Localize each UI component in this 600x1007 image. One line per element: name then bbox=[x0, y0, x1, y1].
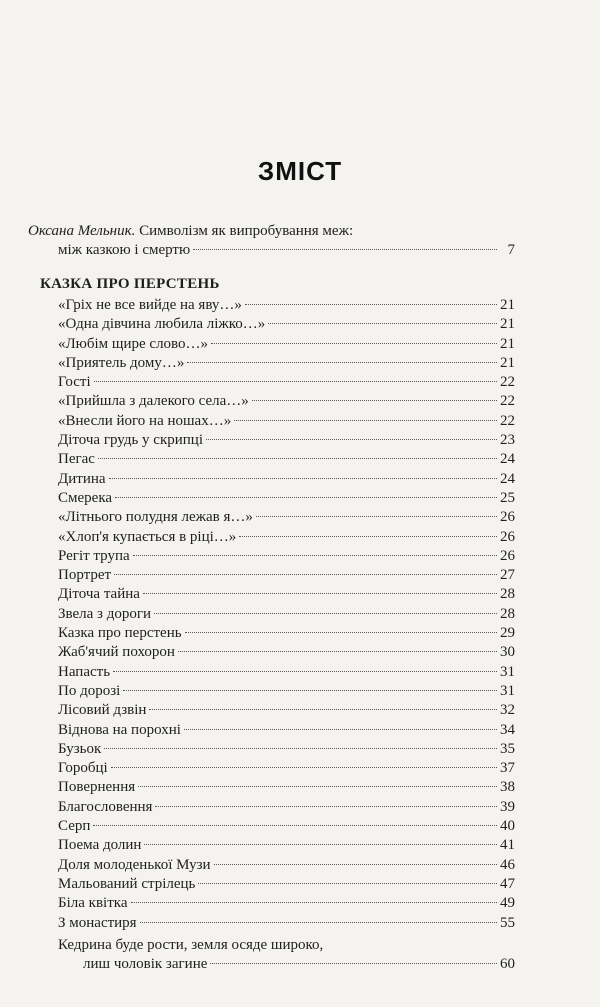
toc-entry-title: Портрет bbox=[58, 567, 112, 584]
leader-dots bbox=[178, 651, 497, 652]
toc-page-number: 41 bbox=[500, 837, 515, 854]
toc-entry-title: По дорозі bbox=[58, 682, 121, 699]
leader-dots bbox=[133, 555, 497, 556]
toc-entry[interactable] bbox=[58, 856, 515, 875]
toc-entry-title: Смерека bbox=[58, 489, 113, 506]
toc-page-number: 32 bbox=[500, 702, 515, 719]
toc-entry-title: Звела з дороги bbox=[58, 605, 152, 622]
leader-dots bbox=[185, 632, 497, 633]
toc-page-number: 46 bbox=[500, 856, 515, 873]
toc-page-number: 26 bbox=[500, 509, 515, 526]
toc-page-number: 21 bbox=[500, 316, 515, 333]
leader-dots bbox=[140, 922, 497, 923]
toc-entry-title: «Прийшла з далекого села…» bbox=[58, 393, 249, 410]
toc-entry-title: «Одна дівчина любила ліжко…» bbox=[58, 316, 266, 333]
toc-entry[interactable] bbox=[58, 373, 515, 392]
leader-dots bbox=[239, 536, 497, 537]
toc-page-number: 55 bbox=[500, 914, 515, 931]
toc-entry-title: «Приятель дому…» bbox=[58, 354, 185, 371]
toc-entry-title: Поема долин bbox=[58, 837, 142, 854]
leader-dots bbox=[115, 497, 497, 498]
toc-entry[interactable] bbox=[58, 894, 515, 913]
leader-dots bbox=[193, 249, 497, 250]
toc-page-number: 21 bbox=[500, 354, 515, 371]
page-title: ЗМІСТ bbox=[257, 156, 343, 186]
toc-entry-title: Біла квітка bbox=[58, 895, 128, 912]
leader-dots bbox=[184, 729, 497, 730]
toc-entry[interactable] bbox=[58, 643, 515, 662]
toc-entry-title-line2: лиш чоловік загине bbox=[83, 955, 208, 972]
toc-entry-title: Доля молоденької Музи bbox=[58, 856, 211, 873]
toc-entry-title: З монастиря bbox=[58, 914, 137, 931]
leader-dots bbox=[245, 304, 497, 305]
leader-dots bbox=[256, 516, 497, 517]
toc-entry-title: «Хлоп'я купається в ріці…» bbox=[58, 528, 237, 545]
toc-page-number: 34 bbox=[500, 721, 515, 738]
toc-entry[interactable] bbox=[58, 450, 515, 469]
toc-entry-title: Віднова на порохні bbox=[58, 721, 181, 738]
toc-entry-title: Жаб'ячий похорон bbox=[58, 644, 175, 661]
leader-dots bbox=[123, 690, 497, 691]
toc-entry[interactable] bbox=[58, 701, 515, 720]
toc-page-number: 21 bbox=[500, 297, 515, 313]
leader-dots bbox=[131, 902, 498, 903]
toc-page-number: 49 bbox=[500, 895, 515, 912]
toc-list bbox=[58, 296, 515, 974]
leader-dots bbox=[252, 400, 497, 401]
leader-dots bbox=[143, 593, 497, 594]
toc-page-number: 24 bbox=[500, 451, 515, 468]
leader-dots bbox=[111, 767, 497, 768]
toc-entry-title: Бузьок bbox=[58, 740, 102, 757]
toc-page-number: 30 bbox=[500, 644, 515, 661]
toc-page-number: 47 bbox=[500, 875, 515, 892]
toc-entry-title: Регіт трупа bbox=[58, 547, 130, 564]
toc-page-number: 26 bbox=[500, 528, 515, 545]
toc-page-number: 37 bbox=[500, 760, 515, 777]
toc-entry[interactable] bbox=[58, 489, 515, 508]
intro-second-line bbox=[28, 241, 515, 260]
leader-dots bbox=[94, 381, 497, 382]
toc-entry[interactable] bbox=[58, 392, 515, 411]
toc-entry-title: Напасть bbox=[58, 663, 111, 680]
leader-dots bbox=[109, 478, 497, 479]
toc-entry-title: Діточа грудь у скрипці bbox=[58, 432, 203, 449]
leader-dots bbox=[98, 458, 497, 459]
toc-page-number: 22 bbox=[500, 374, 515, 391]
toc-entry[interactable] bbox=[58, 798, 515, 817]
leader-dots bbox=[149, 709, 497, 710]
toc-entry[interactable] bbox=[58, 470, 515, 489]
intro-entry[interactable] bbox=[28, 221, 515, 260]
toc-page-number: 39 bbox=[500, 798, 515, 815]
leader-dots bbox=[268, 323, 497, 324]
leader-dots bbox=[198, 883, 497, 884]
toc-entry-title: Благословення bbox=[58, 798, 153, 815]
leader-dots bbox=[138, 786, 497, 787]
toc-page-number: 23 bbox=[500, 432, 515, 449]
leader-dots bbox=[114, 574, 497, 575]
toc-entry-title: Діточа тайна bbox=[58, 586, 140, 603]
toc-entry-title-line1: Кедрина буде рости, земля осяде широко, bbox=[58, 936, 324, 953]
toc-entry-title: Казка про перстень bbox=[58, 625, 182, 642]
toc-page-number: 22 bbox=[500, 393, 515, 410]
intro-title-line2: між казкою і смертю bbox=[58, 242, 191, 258]
toc-entry[interactable] bbox=[58, 508, 515, 527]
toc-entry[interactable] bbox=[58, 296, 515, 315]
toc-entry[interactable] bbox=[58, 740, 515, 759]
toc-page-number: 25 bbox=[500, 489, 515, 506]
toc-page-number: 28 bbox=[500, 605, 515, 622]
toc-entry[interactable] bbox=[58, 682, 515, 701]
toc-page-number: 35 bbox=[500, 740, 515, 757]
intro-first-line bbox=[28, 221, 515, 241]
leader-dots bbox=[187, 362, 497, 363]
toc-entry[interactable] bbox=[58, 335, 515, 354]
toc-entry[interactable] bbox=[58, 354, 515, 373]
toc-page-number: 27 bbox=[500, 567, 515, 584]
toc-entry-title: Гості bbox=[58, 374, 91, 391]
toc-entry[interactable] bbox=[58, 778, 515, 797]
toc-entry[interactable] bbox=[58, 431, 515, 450]
leader-dots bbox=[93, 825, 497, 826]
toc-entry-title: Повернення bbox=[58, 779, 136, 796]
toc-entry-title: Серп bbox=[58, 818, 91, 835]
toc-entry-title: Мальований стрілець bbox=[58, 875, 196, 892]
toc-page-number: 38 bbox=[500, 779, 515, 796]
intro-title-line1: Символізм як випробування меж: bbox=[139, 223, 354, 239]
toc-entry[interactable] bbox=[58, 412, 515, 431]
toc-entry[interactable] bbox=[58, 566, 515, 585]
toc-entry-title: Дитина bbox=[58, 470, 106, 487]
toc-page-number: 60 bbox=[500, 955, 515, 972]
leader-dots bbox=[154, 613, 497, 614]
intro-author: Оксана Мельник. bbox=[28, 223, 136, 239]
toc-entry-second-line bbox=[58, 955, 515, 974]
toc-page-number: 28 bbox=[500, 586, 515, 603]
intro-page-number: 7 bbox=[507, 242, 515, 258]
toc-entry[interactable] bbox=[58, 836, 515, 855]
toc-entry-multiline[interactable] bbox=[58, 935, 515, 974]
toc-entry[interactable] bbox=[58, 875, 515, 894]
toc-entry-title: Лісовий дзвін bbox=[58, 702, 147, 719]
toc-entry[interactable] bbox=[58, 721, 515, 740]
toc-entry[interactable] bbox=[58, 759, 515, 778]
toc-entry-title: «Гріх не все вийде на яву…» bbox=[58, 297, 242, 313]
toc-entry[interactable] bbox=[58, 624, 515, 643]
toc-entry-title: «Внесли його на ношах…» bbox=[58, 412, 232, 429]
toc-page-number: 24 bbox=[500, 470, 515, 487]
toc-page-number: 31 bbox=[500, 663, 515, 680]
leader-dots bbox=[113, 671, 497, 672]
toc-page-number: 40 bbox=[500, 818, 515, 835]
leader-dots bbox=[214, 864, 497, 865]
toc-page-number: 26 bbox=[500, 547, 515, 564]
toc-page-number: 21 bbox=[500, 335, 515, 352]
leader-dots bbox=[210, 963, 497, 964]
toc-entry-title: «Любім щире слово…» bbox=[58, 335, 209, 352]
toc-entry[interactable] bbox=[58, 663, 515, 682]
leader-dots bbox=[234, 420, 497, 421]
toc-entry[interactable] bbox=[58, 817, 515, 836]
toc-page-number: 31 bbox=[500, 682, 515, 699]
toc-entry[interactable] bbox=[58, 528, 515, 547]
toc-entry-title: «Літнього полудня лежав я…» bbox=[58, 509, 253, 526]
toc-entry[interactable] bbox=[58, 547, 515, 566]
section-heading: КАЗКА ПРО ПЕРСТЕНЬ bbox=[40, 276, 220, 292]
toc-page-number: 29 bbox=[500, 625, 515, 642]
toc-entry-title: Горобці bbox=[58, 760, 108, 777]
toc-entry[interactable] bbox=[58, 605, 515, 624]
leader-dots bbox=[155, 806, 497, 807]
leader-dots bbox=[104, 748, 497, 749]
toc-entry[interactable] bbox=[58, 914, 515, 933]
toc-entry[interactable] bbox=[58, 585, 515, 604]
toc-entry-title: Пегас bbox=[58, 451, 95, 468]
leader-dots bbox=[206, 439, 497, 440]
leader-dots bbox=[144, 844, 497, 845]
toc-page-number: 22 bbox=[500, 412, 515, 429]
toc-entry[interactable] bbox=[58, 315, 515, 334]
leader-dots bbox=[211, 343, 497, 344]
